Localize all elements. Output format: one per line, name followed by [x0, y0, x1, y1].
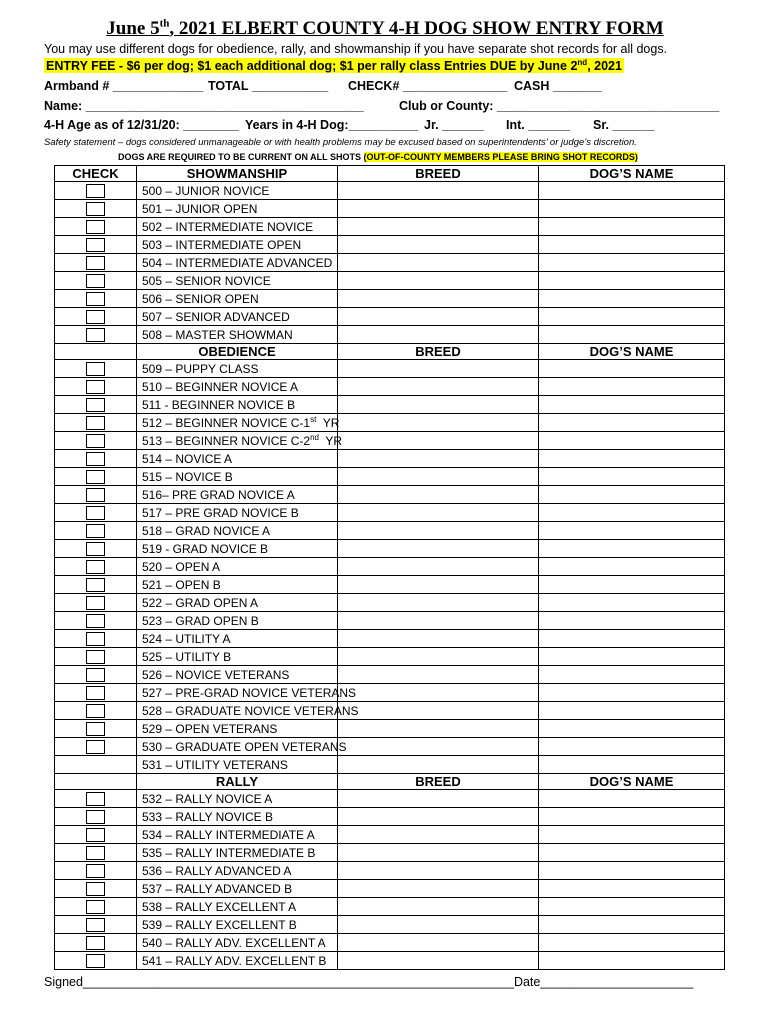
entry-checkbox[interactable] — [86, 882, 105, 896]
entry-checkbox[interactable] — [86, 488, 105, 502]
breed-input-cell[interactable] — [338, 684, 539, 702]
breed-input-cell[interactable] — [338, 862, 539, 880]
check-cell — [55, 934, 137, 952]
class-name: 541 – RALLY ADV. EXCELLENT B — [137, 952, 338, 970]
check-cell — [55, 540, 137, 558]
dog-name-input-cell[interactable] — [539, 308, 725, 326]
class-name: 536 – RALLY ADVANCED A — [137, 862, 338, 880]
column-header-check — [55, 774, 137, 790]
breed-input-cell[interactable] — [338, 648, 539, 666]
check-cell — [55, 254, 137, 272]
class-row — [55, 808, 725, 826]
class-name: 508 – MASTER SHOWMAN — [137, 326, 338, 344]
breed-input-cell[interactable] — [338, 576, 539, 594]
class-name: 539 – RALLY EXCELLENT B — [137, 916, 338, 934]
entry-checkbox[interactable] — [86, 238, 105, 252]
class-name: 526 – NOVICE VETERANS — [137, 666, 338, 684]
check-cell — [55, 414, 137, 432]
column-header-breed: BREED — [338, 344, 539, 360]
class-row — [55, 360, 725, 378]
class-row — [55, 630, 725, 648]
dog-name-input-cell[interactable] — [539, 576, 725, 594]
dog-name-input-cell[interactable] — [539, 326, 725, 344]
column-header-dog-name: DOG’S NAME — [539, 774, 725, 790]
check-cell — [55, 952, 137, 970]
class-row — [55, 880, 725, 898]
check-cell — [55, 862, 137, 880]
class-name: 520 – OPEN A — [137, 558, 338, 576]
class-name: 514 – NOVICE A — [137, 450, 338, 468]
dog-name-input-cell[interactable] — [539, 844, 725, 862]
dog-name-input-cell[interactable] — [539, 558, 725, 576]
breed-input-cell[interactable] — [338, 844, 539, 862]
class-name: 518 – GRAD NOVICE A — [137, 522, 338, 540]
class-name: 515 – NOVICE B — [137, 468, 338, 486]
check-cell — [55, 432, 137, 450]
entry-checkbox[interactable] — [86, 362, 105, 376]
check-cell — [55, 450, 137, 468]
class-name: 521 – OPEN B — [137, 576, 338, 594]
check-cell — [55, 684, 137, 702]
check-cell — [55, 504, 137, 522]
dog-name-input-cell[interactable] — [539, 290, 725, 308]
check-cell — [55, 790, 137, 808]
breed-input-cell[interactable] — [338, 272, 539, 290]
breed-input-cell[interactable] — [338, 738, 539, 756]
dog-name-input-cell[interactable] — [539, 898, 725, 916]
dog-name-input-cell[interactable] — [539, 612, 725, 630]
class-name: 502 – INTERMEDIATE NOVICE — [137, 218, 338, 236]
class-row — [55, 952, 725, 970]
entry-checkbox[interactable] — [86, 864, 105, 878]
dog-name-input-cell[interactable] — [539, 880, 725, 898]
breed-input-cell[interactable] — [338, 522, 539, 540]
class-row — [55, 414, 725, 432]
form-title: June 5th, 2021 ELBERT COUNTY 4-H DOG SHOW ENTRY FORM — [106, 18, 664, 40]
class-name: 505 – SENIOR NOVICE — [137, 272, 338, 290]
dog-name-input-cell[interactable] — [539, 648, 725, 666]
breed-input-cell[interactable] — [338, 790, 539, 808]
breed-input-cell[interactable] — [338, 666, 539, 684]
name-field[interactable]: Name: ________________________________________ — [44, 99, 364, 113]
entry-checkbox[interactable] — [86, 792, 105, 806]
class-name: 535 – RALLY INTERMEDIATE B — [137, 844, 338, 862]
class-row — [55, 648, 725, 666]
class-row — [55, 612, 725, 630]
entry-checkbox[interactable] — [86, 954, 105, 968]
section-heading: RALLY — [137, 774, 338, 790]
dog-name-input-cell[interactable] — [539, 272, 725, 290]
class-name: 511 - BEGINNER NOVICE B — [137, 396, 338, 414]
class-row — [55, 504, 725, 522]
class-name: 519 - GRAD NOVICE B — [137, 540, 338, 558]
class-name: 524 – UTILITY A — [137, 630, 338, 648]
check-cell — [55, 396, 137, 414]
class-row — [55, 756, 725, 774]
check-cell — [55, 594, 137, 612]
breed-input-cell[interactable] — [338, 630, 539, 648]
breed-input-cell[interactable] — [338, 450, 539, 468]
column-header-check: CHECK — [55, 166, 137, 182]
dog-name-input-cell[interactable] — [539, 540, 725, 558]
breed-input-cell[interactable] — [338, 308, 539, 326]
check-cell — [55, 756, 137, 774]
check-cell — [55, 468, 137, 486]
dog-name-input-cell[interactable] — [539, 432, 725, 450]
class-row — [55, 200, 725, 218]
column-header-breed: BREED — [338, 774, 539, 790]
breed-input-cell[interactable] — [338, 540, 539, 558]
breed-input-cell[interactable] — [338, 432, 539, 450]
dog-name-input-cell[interactable] — [539, 916, 725, 934]
check-number-field[interactable]: CHECK# _______________ — [348, 79, 508, 93]
class-name: 531 – UTILITY VETERANS — [137, 756, 338, 774]
class-name: 501 – JUNIOR OPEN — [137, 200, 338, 218]
check-cell — [55, 648, 137, 666]
breed-input-cell[interactable] — [338, 720, 539, 738]
class-name: 503 – INTERMEDIATE OPEN — [137, 236, 338, 254]
entry-checkbox[interactable] — [86, 918, 105, 932]
dog-name-input-cell[interactable] — [539, 182, 725, 200]
entry-checkbox[interactable] — [86, 256, 105, 270]
class-name: 533 – RALLY NOVICE B — [137, 808, 338, 826]
class-row — [55, 326, 725, 344]
class-name: 523 – GRAD OPEN B — [137, 612, 338, 630]
column-header-dog-name: DOG’S NAME — [539, 344, 725, 360]
class-row — [55, 862, 725, 880]
class-name: 510 – BEGINNER NOVICE A — [137, 378, 338, 396]
breed-input-cell[interactable] — [338, 468, 539, 486]
dog-name-input-cell[interactable] — [539, 952, 725, 970]
check-cell — [55, 182, 137, 200]
check-cell — [55, 826, 137, 844]
check-cell — [55, 738, 137, 756]
breed-input-cell[interactable] — [338, 254, 539, 272]
entry-checkbox[interactable] — [86, 452, 105, 466]
entry-checkbox[interactable] — [86, 310, 105, 324]
dog-name-input-cell[interactable] — [539, 254, 725, 272]
breed-input-cell[interactable] — [338, 414, 539, 432]
class-name: 516– PRE GRAD NOVICE A — [137, 486, 338, 504]
signature-date-line[interactable]: Signed______________________________________________________________Date______________________ — [44, 975, 694, 989]
dog-name-input-cell[interactable] — [539, 522, 725, 540]
dog-name-input-cell[interactable] — [539, 666, 725, 684]
class-row — [55, 576, 725, 594]
class-name: 530 – GRADUATE OPEN VETERANS — [137, 738, 338, 756]
column-header-dog-name: DOG’S NAME — [539, 166, 725, 182]
check-cell — [55, 702, 137, 720]
class-name: 504 – INTERMEDIATE ADVANCED — [137, 254, 338, 272]
check-cell — [55, 808, 137, 826]
check-cell — [55, 236, 137, 254]
check-cell — [55, 844, 137, 862]
dog-name-input-cell[interactable] — [539, 396, 725, 414]
breed-input-cell[interactable] — [338, 486, 539, 504]
class-row — [55, 738, 725, 756]
entry-checkbox[interactable] — [86, 328, 105, 342]
class-row — [55, 378, 725, 396]
dog-name-input-cell[interactable] — [539, 378, 725, 396]
entry-checkbox[interactable] — [86, 292, 105, 306]
breed-input-cell[interactable] — [338, 952, 539, 970]
class-row — [55, 844, 725, 862]
breed-input-cell[interactable] — [338, 218, 539, 236]
total-field[interactable]: TOTAL ___________ — [208, 79, 329, 93]
class-name: 522 – GRAD OPEN A — [137, 594, 338, 612]
class-row — [55, 218, 725, 236]
entry-checkbox[interactable] — [86, 668, 105, 682]
entry-checkbox[interactable] — [86, 416, 105, 430]
class-name: 500 – JUNIOR NOVICE — [137, 182, 338, 200]
breed-input-cell[interactable] — [338, 504, 539, 522]
breed-input-cell[interactable] — [338, 594, 539, 612]
check-cell — [55, 378, 137, 396]
entry-checkbox[interactable] — [86, 542, 105, 556]
entry-checkbox[interactable] — [86, 810, 105, 824]
class-name: 507 – SENIOR ADVANCED — [137, 308, 338, 326]
junior-field[interactable]: Jr. ______ — [424, 118, 484, 132]
class-name: 506 – SENIOR OPEN — [137, 290, 338, 308]
cash-field[interactable]: CASH _______ — [514, 79, 602, 93]
entry-checkbox[interactable] — [86, 220, 105, 234]
class-row — [55, 396, 725, 414]
entry-checkbox[interactable] — [86, 828, 105, 842]
check-cell — [55, 898, 137, 916]
class-row — [55, 308, 725, 326]
dog-name-input-cell[interactable] — [539, 756, 725, 774]
dog-name-input-cell[interactable] — [539, 450, 725, 468]
shots-notice: DOGS ARE REQUIRED TO BE CURRENT ON ALL SHOTS (OUT-OF-COUNTY MEMBERS PLEASE BRING SHOT RECORDS) — [118, 152, 638, 162]
check-cell — [55, 218, 137, 236]
dog-name-input-cell[interactable] — [539, 630, 725, 648]
entry-checkbox[interactable] — [86, 686, 105, 700]
dog-name-input-cell[interactable] — [539, 504, 725, 522]
dog-name-input-cell[interactable] — [539, 200, 725, 218]
dog-name-input-cell[interactable] — [539, 218, 725, 236]
entry-checkbox[interactable] — [86, 722, 105, 736]
class-name: 529 – OPEN VETERANS — [137, 720, 338, 738]
breed-input-cell[interactable] — [338, 236, 539, 254]
entry-checkbox[interactable] — [86, 524, 105, 538]
entry-checkbox[interactable] — [86, 936, 105, 950]
check-cell — [55, 880, 137, 898]
dog-name-input-cell[interactable] — [539, 720, 725, 738]
class-name: 527 – PRE-GRAD NOVICE VETERANS — [137, 684, 338, 702]
entry-table — [54, 165, 725, 970]
section-heading: SHOWMANSHIP — [137, 166, 338, 182]
entry-checkbox[interactable] — [86, 578, 105, 592]
class-name: 509 – PUPPY CLASS — [137, 360, 338, 378]
intro-text: You may use different dogs for obedience, rally, and showmanship if you have separate shot records for all dogs. — [44, 42, 668, 56]
class-name: 512 – BEGINNER NOVICE C-1st YR — [137, 414, 338, 432]
class-row — [55, 236, 725, 254]
class-name: 532 – RALLY NOVICE A — [137, 790, 338, 808]
check-cell — [55, 720, 137, 738]
check-cell — [55, 326, 137, 344]
breed-input-cell[interactable] — [338, 702, 539, 720]
class-name: 517 – PRE GRAD NOVICE B — [137, 504, 338, 522]
breed-input-cell[interactable] — [338, 916, 539, 934]
breed-input-cell[interactable] — [338, 612, 539, 630]
breed-input-cell[interactable] — [338, 200, 539, 218]
armband-field[interactable]: Armband # _____________ — [44, 79, 204, 93]
breed-input-cell[interactable] — [338, 378, 539, 396]
dog-name-input-cell[interactable] — [539, 684, 725, 702]
dog-name-input-cell[interactable] — [539, 862, 725, 880]
class-row — [55, 522, 725, 540]
safety-statement: Safety statement – dogs considered unmanageable or with health problems may be excused based on superintendents’ or judge’s discretion. — [44, 137, 637, 148]
class-row — [55, 486, 725, 504]
breed-input-cell[interactable] — [338, 326, 539, 344]
age-field[interactable]: 4-H Age as of 12/31/20: ________ — [44, 118, 239, 132]
section-header-showmanship — [55, 166, 725, 182]
section-heading: OBEDIENCE — [137, 344, 338, 360]
entry-checkbox[interactable] — [86, 560, 105, 574]
entry-checkbox[interactable] — [86, 470, 105, 484]
class-row — [55, 254, 725, 272]
breed-input-cell[interactable] — [338, 808, 539, 826]
dog-name-input-cell[interactable] — [539, 236, 725, 254]
class-row — [55, 702, 725, 720]
class-row — [55, 558, 725, 576]
dog-name-input-cell[interactable] — [539, 360, 725, 378]
years-in-4h-field[interactable]: Years in 4-H Dog:__________ — [245, 118, 419, 132]
entry-checkbox[interactable] — [86, 380, 105, 394]
dog-name-input-cell[interactable] — [539, 808, 725, 826]
entry-fee-text: ENTRY FEE - $6 per dog; $1 each additional dog; $1 per rally class Entries DUE by June 2nd, 2021 — [46, 58, 622, 74]
intermediate-field[interactable]: Int. ______ — [506, 118, 570, 132]
section-header-rally — [55, 774, 725, 790]
class-row — [55, 594, 725, 612]
breed-input-cell[interactable] — [338, 880, 539, 898]
dog-name-input-cell[interactable] — [539, 738, 725, 756]
breed-input-cell[interactable] — [338, 756, 539, 774]
class-row — [55, 272, 725, 290]
check-cell — [55, 612, 137, 630]
entry-checkbox[interactable] — [86, 202, 105, 216]
breed-input-cell[interactable] — [338, 396, 539, 414]
entry-checkbox[interactable] — [86, 184, 105, 198]
entry-checkbox[interactable] — [86, 596, 105, 610]
class-row — [55, 540, 725, 558]
class-row — [55, 684, 725, 702]
class-name: 534 – RALLY INTERMEDIATE A — [137, 826, 338, 844]
class-row — [55, 898, 725, 916]
breed-input-cell[interactable] — [338, 290, 539, 308]
breed-input-cell[interactable] — [338, 826, 539, 844]
entry-checkbox[interactable] — [86, 740, 105, 754]
breed-input-cell[interactable] — [338, 558, 539, 576]
entry-checkbox[interactable] — [86, 398, 105, 412]
club-or-county-field[interactable]: Club or County: ________________________________ — [399, 99, 720, 113]
senior-field[interactable]: Sr. ______ — [593, 118, 655, 132]
dog-name-input-cell[interactable] — [539, 790, 725, 808]
dog-name-input-cell[interactable] — [539, 702, 725, 720]
class-row — [55, 720, 725, 738]
check-cell — [55, 916, 137, 934]
entry-checkbox[interactable] — [86, 650, 105, 664]
check-cell — [55, 360, 137, 378]
class-name: 537 – RALLY ADVANCED B — [137, 880, 338, 898]
entry-checkbox[interactable] — [86, 274, 105, 288]
check-cell — [55, 272, 137, 290]
dog-name-input-cell[interactable] — [539, 594, 725, 612]
entry-checkbox[interactable] — [86, 506, 105, 520]
check-cell — [55, 486, 137, 504]
dog-name-input-cell[interactable] — [539, 934, 725, 952]
dog-name-input-cell[interactable] — [539, 486, 725, 504]
check-cell — [55, 666, 137, 684]
dog-name-input-cell[interactable] — [539, 414, 725, 432]
class-row — [55, 666, 725, 684]
section-header-obedience — [55, 344, 725, 360]
breed-input-cell[interactable] — [338, 898, 539, 916]
class-row — [55, 934, 725, 952]
class-name: 540 – RALLY ADV. EXCELLENT A — [137, 934, 338, 952]
class-row — [55, 182, 725, 200]
column-header-check — [55, 344, 137, 360]
entry-checkbox[interactable] — [86, 846, 105, 860]
column-header-breed: BREED — [338, 166, 539, 182]
class-row — [55, 468, 725, 486]
check-cell — [55, 576, 137, 594]
class-name: 525 – UTILITY B — [137, 648, 338, 666]
check-cell — [55, 522, 137, 540]
check-cell — [55, 558, 137, 576]
entry-checkbox[interactable] — [86, 900, 105, 914]
class-row — [55, 916, 725, 934]
check-cell — [55, 308, 137, 326]
dog-name-input-cell[interactable] — [539, 468, 725, 486]
breed-input-cell[interactable] — [338, 360, 539, 378]
check-cell — [55, 630, 137, 648]
entry-checkbox[interactable] — [86, 632, 105, 646]
check-cell — [55, 200, 137, 218]
class-row — [55, 432, 725, 450]
class-row — [55, 790, 725, 808]
class-name: 513 – BEGINNER NOVICE C-2nd YR — [137, 432, 338, 450]
breed-input-cell[interactable] — [338, 182, 539, 200]
entry-checkbox[interactable] — [86, 614, 105, 628]
class-row — [55, 826, 725, 844]
entry-checkbox[interactable] — [86, 704, 105, 718]
class-row — [55, 290, 725, 308]
entry-checkbox[interactable] — [86, 434, 105, 448]
dog-name-input-cell[interactable] — [539, 826, 725, 844]
check-cell — [55, 290, 137, 308]
breed-input-cell[interactable] — [338, 934, 539, 952]
class-name: 528 – GRADUATE NOVICE VETERANS — [137, 702, 338, 720]
class-row — [55, 450, 725, 468]
class-name: 538 – RALLY EXCELLENT A — [137, 898, 338, 916]
